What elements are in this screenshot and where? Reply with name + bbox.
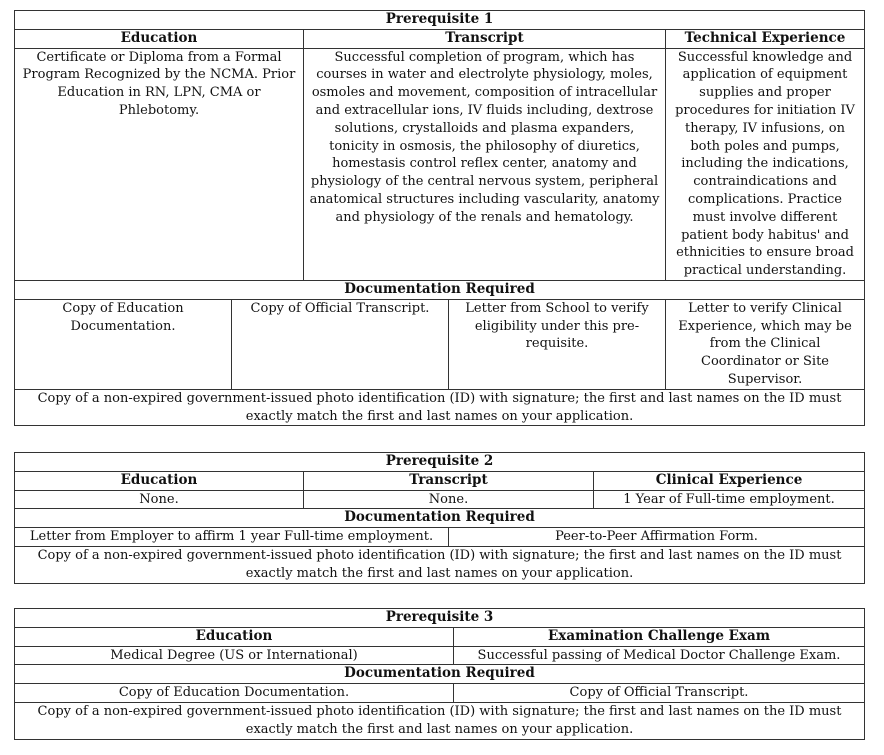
- header-transcript: Transcript: [304, 29, 666, 48]
- technical-experience-requirement: Successful knowledge and application of equipment supplies and proper procedures for initiation IV therapy, IV infusions, on both poles and pumps, including the indications, contraindications and complications. Practice must involve different patient body habitus' and ethnicities to ensure broad practical understanding.: [666, 48, 865, 280]
- header-education: Education: [15, 471, 304, 490]
- doc-school-letter: Letter from School to verify eligibility under this pre-requisite.: [449, 299, 666, 389]
- transcript-requirement: None.: [304, 490, 594, 509]
- doc-transcript: Copy of Official Transcript.: [454, 684, 865, 703]
- documentation-required-heading: Documentation Required: [15, 280, 865, 299]
- education-requirement: None.: [15, 490, 304, 509]
- clinical-experience-requirement: 1 Year of Full-time employment.: [594, 490, 865, 509]
- doc-employer-letter: Letter from Employer to affirm 1 year Full-time employment.: [15, 528, 449, 547]
- exam-requirement: Successful passing of Medical Doctor Challenge Exam.: [454, 646, 865, 665]
- doc-peer-affirmation: Peer-to-Peer Affirmation Form.: [449, 528, 865, 547]
- prerequisite-2-title: Prerequisite 2: [15, 453, 865, 472]
- documentation-required-heading: Documentation Required: [15, 509, 865, 528]
- header-examination-challenge-exam: Examination Challenge Exam: [454, 627, 865, 646]
- education-requirement: Certificate or Diploma from a Formal Program Recognized by the NCMA. Prior Education in RN, LPN, CMA or Phlebotomy.: [15, 48, 304, 280]
- id-requirement-note: Copy of a non-expired government-issued photo identification (ID) with signature; the first and last names on the ID must exactly match the first and last names on your application.: [15, 546, 865, 583]
- prerequisite-3-table: [14, 608, 865, 740]
- education-requirement: Medical Degree (US or International): [15, 646, 454, 665]
- documentation-required-heading: Documentation Required: [15, 665, 865, 684]
- prerequisite-1-title: Prerequisite 1: [15, 11, 865, 30]
- header-clinical-experience: Clinical Experience: [594, 471, 865, 490]
- prerequisite-2-table: [14, 452, 865, 584]
- transcript-requirement: Successful completion of program, which has courses in water and electrolyte physiology, moles, osmoles and movement, composition of intracellular and extracellular ions, IV fluids including, dextrose solutions, crystalloids and plasma expanders, tonicity in osmosis, the philosophy of diuretics, homestasis control reflex center, anatomy and physiology of the central nervous system, peripheral anatomical structures including vascularity, anatomy and physiology of the renals and hematology.: [304, 48, 666, 280]
- header-transcript: Transcript: [304, 471, 594, 490]
- header-education: Education: [15, 627, 454, 646]
- header-education: Education: [15, 29, 304, 48]
- doc-clinical-letter: Letter to verify Clinical Experience, which may be from the Clinical Coordinator or Site Supervisor.: [666, 299, 865, 389]
- prerequisite-3-title: Prerequisite 3: [15, 609, 865, 628]
- id-requirement-note: Copy of a non-expired government-issued photo identification (ID) with signature; the first and last names on the ID must exactly match the first and last names on your application.: [15, 702, 865, 739]
- prerequisite-1-table: [14, 10, 865, 426]
- doc-education: Copy of Education Documentation.: [15, 684, 454, 703]
- doc-education: Copy of Education Documentation.: [15, 299, 232, 389]
- id-requirement-note: Copy of a non-expired government-issued photo identification (ID) with signature; the first and last names on the ID must exactly match the first and last names on your application.: [15, 389, 865, 426]
- header-technical-experience: Technical Experience: [666, 29, 865, 48]
- doc-transcript: Copy of Official Transcript.: [232, 299, 449, 389]
